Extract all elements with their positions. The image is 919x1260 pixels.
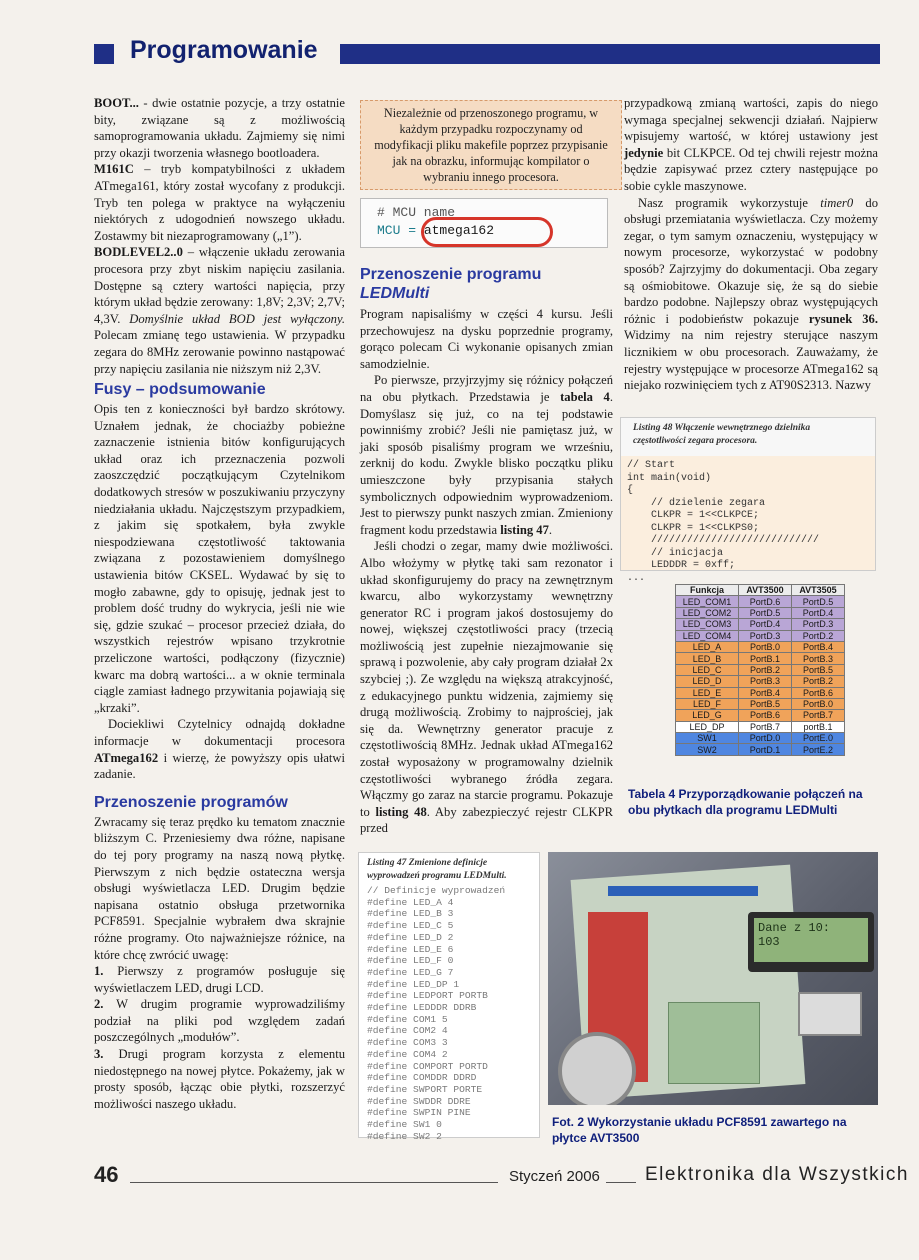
heading-ledmulti: Przenoszenie programu LEDMulti bbox=[360, 266, 542, 302]
paragraph-differences: Po pierwsze, przyjrzyjmy się różnicy połączeń na obu płytkach. Przedstawia je tabela 4. Domyślasz się już, co na tej podstawie powinniśmy zrobić? Jeśli nie pamiętasz już, w jaki sposób pisaliśmy program we wrześniu, zerknij do kodu. Zwykle blisko początku pliku umieszczone były przypisania stałych symbolicznych odpowiednim wyprowadzeniom. Jest to pierwszy punkt naszych zmian. Zmieniony fragment kodu przedstawia listing 47. bbox=[360, 373, 613, 537]
table-cell: PortB.6 bbox=[792, 687, 845, 698]
table-cell: PortB.3 bbox=[739, 676, 792, 687]
table-cell: LED_A bbox=[676, 641, 739, 652]
listing-47 bbox=[358, 852, 540, 1142]
table-cell: PortB.4 bbox=[739, 687, 792, 698]
photo-pcf8591-board bbox=[548, 852, 878, 1105]
table-cell: LED_C bbox=[676, 664, 739, 675]
table-cell: LED_F bbox=[676, 698, 739, 709]
lcd-module bbox=[748, 912, 874, 972]
table-cell: portB.1 bbox=[792, 721, 845, 732]
table-cell: PortD.5 bbox=[792, 596, 845, 607]
table-cell: PortD.4 bbox=[739, 619, 792, 630]
listing-48-code: // Start int main(void) { // dzielenie zegara CLKPR = 1<<CLKPCE; CLKPR = 1<<CLKPS0; //////////////////////////// // inicjacja LEDDDR = 0xff; ... bbox=[627, 460, 820, 584]
table-cell: PortD.6 bbox=[739, 596, 792, 607]
highlight-ring bbox=[421, 217, 553, 247]
column-middle bbox=[360, 265, 613, 837]
table-cell: PortB.2 bbox=[739, 664, 792, 675]
table-row bbox=[676, 721, 845, 732]
table-cell: PortE.2 bbox=[792, 744, 845, 755]
list-item: 2. W drugim programie wyprowadziliśmy podział na pliki pod względem zadań poszczególnych „modułów”. bbox=[94, 997, 345, 1045]
table-cell: PortB.6 bbox=[739, 710, 792, 721]
listing-47-caption: Listing 47 Zmienione definicje wyprowadzeń programu LEDMulti. bbox=[367, 858, 507, 881]
paragraph-docs: Dociekliwi Czytelnicy odnajdą dokładne informacje w dokumentacji procesora ATmega162 i wierzę, że powyższy opis ułatwi zadanie. bbox=[94, 717, 345, 782]
table-cell: PortB.0 bbox=[792, 698, 845, 709]
table-cell: SW1 bbox=[676, 733, 739, 744]
paragraph-program-written: Program napisaliśmy w części 4 kursu. Jeśli przechowujesz na dysku poprzednie programy, gorąco polecam Ci wykonanie opisanych zmian samodzielnie. bbox=[360, 307, 613, 371]
table-row bbox=[676, 653, 845, 664]
heading-fusy: Fusy – podsumowanie bbox=[94, 381, 266, 399]
table-cell: PortD.0 bbox=[739, 733, 792, 744]
table-cell: PortE.0 bbox=[792, 733, 845, 744]
section-title: Programowanie bbox=[130, 36, 318, 64]
paragraph-clkpr: przypadkową zmianą wartości, zapis do niego wymaga specjalnej sekwencji działań. Najpierw wpisujemy wartość, w której ustawiony jest jedynie bit CLKPCE. Od tej chwili rejestr można będzie zapisywać przez cztery następujące po sobie cykle maszynowe. bbox=[624, 96, 878, 193]
paragraph-clock: Jeśli chodzi o zegar, mamy dwie możliwości. Albo włożymy w płytkę taki sam rezonator i układ skonfigurujemy do pracy na zewnętrznym kwarcu, albo wykorzystamy wewnętrzny generator RC i program jakoś dostosujemy do nowej, większej częstotliwości pracy (trzecią możliwością jest zupełnie niezajmowanie się sprawą i pozwolenie, aby cały program działał 2x szybciej ;). Ze względu na większą atrakcyjność, z edukacyjnego punktu widzenia, zajmiemy się drugą możliwością. Zrobimy to najprościej, jak się da. Wewnętrzny generator pracuje z częstotliwością 8MHz. Jednak układ ATmega162 został wyposażony w programowalny dzielnik częstotliwości wybranego źródła zegara. Włączmy go zaraz na starcie programu. Pokazuje to listing 48. Aby zabezpieczyć rejestr CLKPR przed bbox=[360, 539, 613, 836]
table-cell: LED_B bbox=[676, 653, 739, 664]
table-cell: LED_D bbox=[676, 676, 739, 687]
listing-48-caption: Listing 48 Włączenie wewnętrznego dzielnika częstotliwości zegara procesora. bbox=[633, 423, 811, 446]
column-right bbox=[624, 95, 878, 394]
potentiometer-knob bbox=[558, 1032, 636, 1105]
table-cell: LED_COM2 bbox=[676, 607, 739, 618]
listing-48 bbox=[620, 417, 876, 584]
table-row bbox=[676, 619, 845, 630]
makefile-screenshot bbox=[360, 198, 608, 248]
listing-47-code: // Definicje wyprowadzeń #define LED_A 4 #define LED_B 3 #define LED_C 5 #define LED_D 2 #define LED_E 6 #define LED_F 0 #define LED_G 7 #define LED_DP 1 #define LEDPORT PORTB #define LEDDDR DDRB #define COM1 5 #define COM2 4 #define COM3 3 #define COM4 2 #define COMPORT PORTD #define COMDDR DDRD #define SWPORT PORTE #define SWDDR DDRE #define SWPIN PINE #define SW1 0 #define SW2 2 bbox=[367, 885, 506, 1142]
table-cell: PortB.1 bbox=[739, 653, 792, 664]
header-bar bbox=[340, 44, 880, 64]
table-cell: LED_COM1 bbox=[676, 596, 739, 607]
footer-line-mid bbox=[606, 1182, 636, 1183]
table-cell: PortB.0 bbox=[739, 641, 792, 652]
column-left bbox=[94, 95, 345, 1112]
heading-przenoszenie-programow: Przenoszenie programów bbox=[94, 793, 288, 811]
makefile-tip-box: Niezależnie od przenoszonego programu, w każdym przypadku rozpoczynamy od modyfikacji pliku makefile poprzez przypisanie jak na obrazku, informując kompilator o wybraniu innego procesora. bbox=[360, 100, 622, 190]
page-number: 46 bbox=[94, 1162, 119, 1187]
lcd-line-1: Dane z 10: bbox=[758, 921, 831, 935]
table-row bbox=[676, 687, 845, 698]
list-item: 3. Drugi program korzysta z elementu niedostępnego na nowej płytce. Pokażemy, jak w prosty sposób, łącząc obie płytki, rozszerzyć możliwości naszego układu. bbox=[94, 1047, 345, 1111]
paragraph-m161c: M161C – tryb kompatybilności z układem ATmega161, który został wycofany z produkcji. Tryb ten polega w praktyce na wyłączeniu niektórych z udogodnień nowszego układu. Zostawmy bit niezaprogramowany („1”). bbox=[94, 162, 345, 243]
table-cell: PortD.5 bbox=[739, 607, 792, 618]
mcu-comment-line: # MCU name bbox=[377, 205, 456, 220]
section-marker-square bbox=[94, 44, 114, 64]
table-cell: PortB.3 bbox=[792, 653, 845, 664]
table-cell: SW2 bbox=[676, 744, 739, 755]
table-header-cell: Funkcja bbox=[676, 585, 739, 596]
table-cell: LED_COM4 bbox=[676, 630, 739, 641]
table-cell: PortD.4 bbox=[792, 607, 845, 618]
table-row bbox=[676, 641, 845, 652]
table-cell: PortB.2 bbox=[792, 676, 845, 687]
table-cell: PortD.3 bbox=[739, 630, 792, 641]
table-row bbox=[676, 733, 845, 744]
table-cell: LED_COM3 bbox=[676, 619, 739, 630]
list-item: 1. Pierwszy z programów posługuje się wyświetlaczem LED, drugi LCD. bbox=[94, 964, 345, 995]
table-header-cell: AVT3500 bbox=[739, 585, 792, 596]
table-cell: LED_G bbox=[676, 710, 739, 721]
mcu-value: atmega162 bbox=[423, 223, 495, 238]
table-cell: PortD.2 bbox=[792, 630, 845, 641]
table-cell: PortB.7 bbox=[792, 710, 845, 721]
paragraph-fusy-summary: Opis ten z konieczności był bardzo skrótowy. Uznałem jednak, że chociażby pobieżne zaznaczenie istnienia bitów konfigurujących układ oraz ich przeznaczenia pozwoli zaoszczędzić początkującym Czytelnikom dodatkowych stresów w poszukiwaniu przyczyny niedziałania układu. Najczęstszym przypadkiem, z jakim się spotkałem, była zwykle niespodziewana częstotliwość taktowania związana z pozostawieniem domyślnego ustawienia bitów CKSEL. Wydawać by się to mogło zabawne, gdy to opisuję, jednak jest to problem dość trudny do wykrycia, jeśli nie wie się, gdzie szukać – procesor przecież działa, do wszystkich rejestrów wpisano trzykrotnie przeliczone wartości, podłączony (fizycznie) kwarc ma dobrą wartości... a w oknie terminala ciągle zamiast ładnego przywitania pojawiają się „krzaki”. bbox=[94, 402, 345, 715]
table-cell: PortB.7 bbox=[739, 721, 792, 732]
paragraph-bodlevel: BODLEVEL2..0 – włączenie układu zerowania procesora przy zbyt niskim napięciu zasilania. Dostępne są cztery wartości napięcia, przy którym układ będzie zerowany: 1,8V; 2,3V; 2,7V; 4,3V. Domyślnie układ BOD jest wyłączony. Polecam zmianę tego ustawienia. W przypadku zegara do 8MHz zerowanie powinno nastąpować przy napięciu zasilania nie niższym niż 2,3V. bbox=[94, 245, 345, 376]
table-row bbox=[676, 744, 845, 755]
table-row bbox=[676, 664, 845, 675]
table-cell: LED_E bbox=[676, 687, 739, 698]
table-4-caption: Tabela 4 Przyporządkowanie połączeń na obu płytkach dla programu LEDMulti bbox=[628, 787, 863, 817]
table-cell: PortB.4 bbox=[792, 641, 845, 652]
lcd-screen bbox=[754, 918, 868, 962]
table-row bbox=[676, 698, 845, 709]
table-cell: PortD.3 bbox=[792, 619, 845, 630]
table-row bbox=[676, 596, 845, 607]
table-row bbox=[676, 710, 845, 721]
lcd-line-2: 103 bbox=[758, 935, 780, 949]
paragraph-timer0: Nasz programik wykorzystuje timer0 do obsługi przemiatania wyświetlacza. Czy możemy zegar, o tym samym oznaczeniu, występujący w nowym procesorze, wykorzystać w podobny sposób? Zajrzyjmy do dokumentacji. Oba zegary są ośmiobitowe. Okazuje się, że są do siebie bardzo podobne. Najlepszy obraz występujących różnic i podobieństw pokazuje rysunek 36. Widzimy na nim rejestry sterujące naszym licznikiem w obu procesorach. Zauważamy, że rejestry występujące w procesorze ATmega162 są niejako rozwinięciem tych z AT90S2313. Nazwy bbox=[624, 195, 878, 393]
table-header-cell: AVT3505 bbox=[792, 585, 845, 596]
mcu-assign-line: MCU = atmega162 bbox=[377, 223, 495, 238]
table-4 bbox=[675, 584, 845, 756]
table-row bbox=[676, 630, 845, 641]
table-row bbox=[676, 607, 845, 618]
photo-caption: Fot. 2 Wykorzystanie układu PCF8591 zawartego na płytce AVT3500 bbox=[552, 1115, 847, 1145]
issue-date: Styczeń 2006 bbox=[509, 1168, 600, 1185]
paragraph-boot: BOOT... - dwie ostatnie pozycje, a trzy ostatnie bity, związane są z możliwością samoprogramowania układu. Zajmiemy się nimi przy okazji tworzenia własnego bootloadera. bbox=[94, 96, 345, 160]
connection-table bbox=[675, 584, 845, 756]
table-cell: PortD.1 bbox=[739, 744, 792, 755]
footer-line-left bbox=[130, 1182, 498, 1183]
magazine-name: Elektronika dla Wszystkich bbox=[645, 1164, 909, 1185]
paragraph-intro: Zwracamy się teraz prędko ku tematom znacznie bliższym C. Przeniesiemy dwa różne, napisane do tej pory programy na naszą nową płytkę. Pierwszym z nich będzie ostateczna wersja obsługi wyświetlacza LED. Drugim będzie napisana ostatnio obsługa przetwornika PCF8591. Specjalnie wybrałem dwa skrajnie różne programy. Oto najważniejsze różnice, na które chcę zwrócić uwagę: bbox=[94, 814, 345, 962]
table-cell: LED_DP bbox=[676, 721, 739, 732]
table-cell: PortB.5 bbox=[792, 664, 845, 675]
table-row bbox=[676, 676, 845, 687]
table-cell: PortB.5 bbox=[739, 698, 792, 709]
